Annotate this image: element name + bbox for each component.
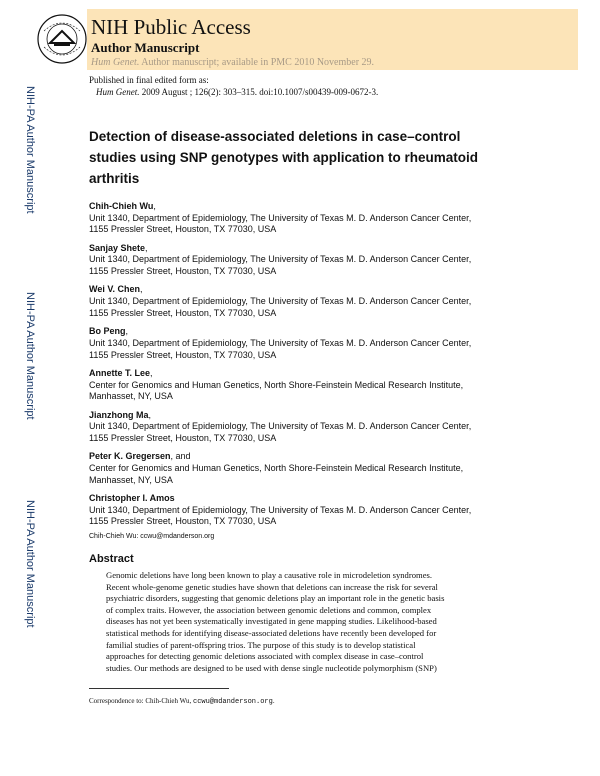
author-address: Manhasset, NY, USA	[89, 391, 173, 402]
author-name: Wei V. Chen	[89, 284, 141, 295]
side-label-2: NIH-PA Author Manuscript	[24, 292, 36, 420]
author-name: Annette T. Lee	[89, 367, 151, 378]
author-manuscript-label: Author Manuscript	[91, 40, 200, 55]
author-address: 1155 Pressler Street, Houston, TX 77030, USA	[89, 224, 277, 235]
author-address: 1155 Pressler Street, Houston, TX 77030, USA	[89, 307, 277, 318]
author-address: 1155 Pressler Street, Houston, TX 77030, USA	[89, 432, 277, 443]
author-suffix: ,	[148, 409, 152, 420]
author-address: 1155 Pressler Street, Houston, TX 77030, USA	[89, 516, 277, 527]
nih-public-access-title: NIH Public Access	[91, 15, 251, 39]
abstract-line: studies. Our methods are designed to be used with dense single nucleotide polymorphism (SNP)	[106, 662, 437, 673]
published-label: Published in final edited form as:	[89, 75, 209, 85]
nih-seal-logo	[36, 13, 88, 65]
title-line-3: arthritis	[89, 171, 140, 186]
abstract-line: Recent whole-genome genetic studies have shown that deletions can increase the risk for several	[106, 581, 438, 592]
availability-text: Author manuscript; available in PMC 2010 November 29.	[141, 57, 375, 68]
author-entry	[89, 451, 529, 486]
side-label-1: NIH-PA Author Manuscript	[24, 86, 36, 214]
correspondence-footnote	[89, 697, 275, 706]
footnote-end: .	[272, 697, 275, 705]
author-affiliation: Center for Genomics and Human Genetics, North Shore-Feinstein Medical Research Institute,	[89, 379, 464, 390]
citation-details: 2009 August ; 126(2): 303–315. doi:10.1007/s00439-009-0672-3.	[141, 87, 379, 97]
author-suffix: ,	[150, 367, 153, 378]
citation-journal: Hum Genet.	[96, 87, 140, 97]
author-name: Jianzhong Ma	[89, 409, 149, 420]
author-suffix: ,	[125, 326, 129, 337]
footnote-label: Correspondence to: Chih-Chieh Wu,	[89, 697, 192, 705]
abstract-line: familial studies of parent-offspring trios. The purpose of this study is to develop statistical	[106, 639, 416, 650]
availability-line	[91, 57, 374, 68]
author-affiliation: Unit 1340, Department of Epidemiology, The University of Texas M. D. Anderson Cancer Center,	[89, 337, 472, 348]
author-entry	[89, 284, 529, 319]
author-affiliation: Unit 1340, Department of Epidemiology, The University of Texas M. D. Anderson Cancer Center,	[89, 504, 472, 515]
footnote-divider	[89, 688, 229, 689]
author-affiliation: Unit 1340, Department of Epidemiology, The University of Texas M. D. Anderson Cancer Center,	[89, 421, 472, 432]
author-affiliation: Unit 1340, Department of Epidemiology, The University of Texas M. D. Anderson Cancer Center,	[89, 254, 472, 265]
author-suffix: ,	[140, 284, 143, 295]
abstract-body	[106, 570, 526, 674]
author-suffix: , and	[170, 451, 191, 462]
author-entry	[89, 368, 529, 403]
author-name: Chih-Chieh Wu	[89, 201, 154, 211]
author-affiliation: Unit 1340, Department of Epidemiology, The University of Texas M. D. Anderson Cancer Center,	[89, 296, 472, 307]
journal-abbrev: Hum Genet.	[91, 57, 140, 68]
author-entry	[89, 493, 529, 528]
author-affiliation: Center for Genomics and Human Genetics, North Shore-Feinstein Medical Research Institute,	[89, 462, 464, 473]
author-address: 1155 Pressler Street, Houston, TX 77030, USA	[89, 349, 277, 360]
paper-title	[89, 126, 509, 189]
author-address: Manhasset, NY, USA	[89, 474, 173, 485]
abstract-line: statistical methods for identifying disease-associated deletions have recently been developed for	[106, 627, 437, 638]
side-label-3: NIH-PA Author Manuscript	[24, 500, 36, 628]
author-list	[89, 201, 529, 535]
author-entry	[89, 410, 529, 445]
author-entry	[89, 243, 529, 278]
author-address: 1155 Pressler Street, Houston, TX 77030, USA	[89, 266, 277, 277]
title-line-2: studies using SNP genotypes with application to rheumatoid	[89, 150, 479, 165]
author-suffix: ,	[153, 201, 156, 211]
abstract-line: Genomic deletions have long been known to play a causative role in microdeletion syndromes.	[106, 570, 432, 580]
author-name: Christopher I. Amos	[89, 492, 175, 503]
abstract-line: psychiatric disorders, suggesting that genomic deletions play an important role in the genetic basis	[106, 593, 445, 604]
author-suffix: ,	[145, 242, 148, 253]
abstract-line: approaches for detecting genomic deletions associated with complex disease in case–control	[106, 651, 424, 662]
abstract-heading: Abstract	[89, 553, 134, 565]
abstract-line: diseases has not yet been systematically investigated in gene mapping studies. Likelihood-based	[106, 616, 437, 627]
author-affiliation: Unit 1340, Department of Epidemiology, The University of Texas M. D. Anderson Cancer Center,	[89, 212, 472, 223]
author-entry	[89, 201, 529, 236]
author-entry	[89, 326, 529, 361]
title-line-1: Detection of disease-associated deletions in case–control	[89, 129, 461, 144]
citation	[96, 87, 378, 97]
contact-email-line: Chih-Chieh Wu: ccwu@mdanderson.org	[89, 533, 215, 540]
author-name: Bo Peng	[89, 326, 126, 337]
author-name: Peter K. Gregersen	[89, 451, 171, 462]
author-name: Sanjay Shete	[89, 242, 146, 253]
footnote-email: ccwu@mdanderson.org	[193, 698, 273, 706]
abstract-line: of complex traits. However, the association between genomic deletions and common, complex	[106, 604, 432, 615]
